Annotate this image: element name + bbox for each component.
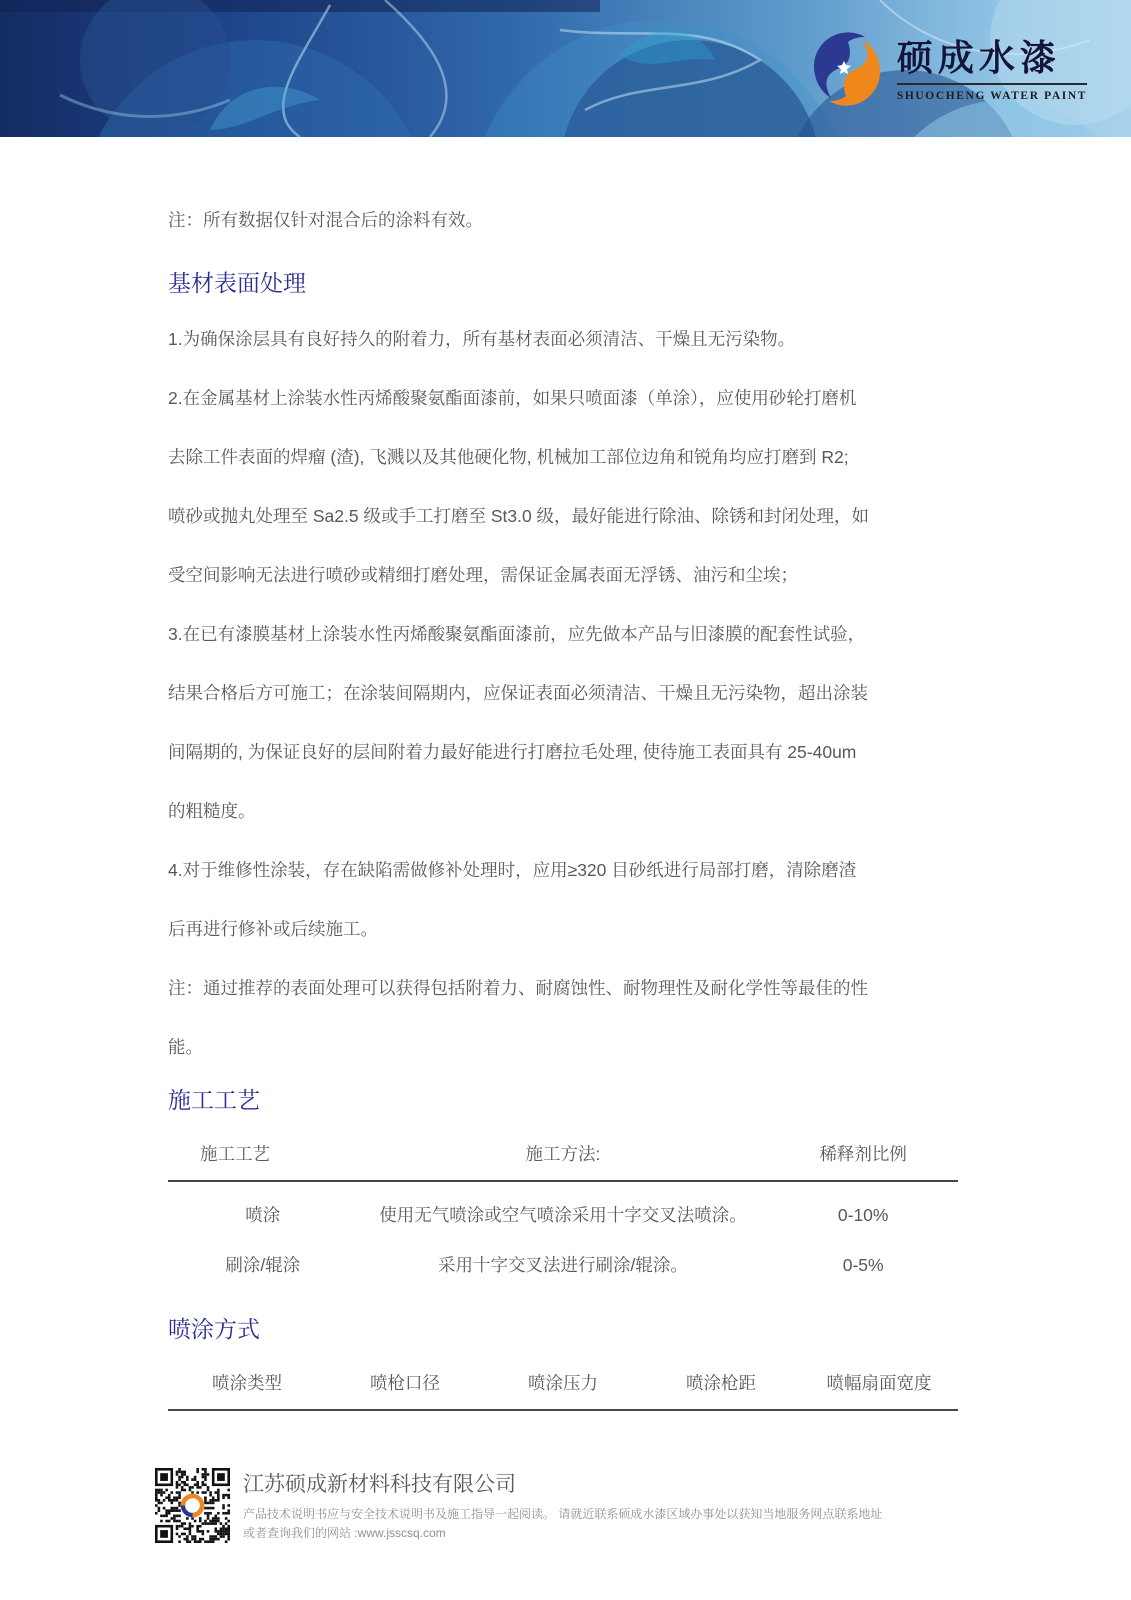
col-header: 稀释剂比例 <box>819 1144 907 1164</box>
body-line: 注：通过推荐的表面处理可以获得包括附着力、耐腐蚀性、耐物理性及耐化学性等最佳的性 <box>168 978 868 998</box>
section-title-surface-prep: 基材表面处理 <box>168 270 306 296</box>
col-header: 喷幅扇面宽度 <box>826 1373 932 1393</box>
body-line: 2.在金属基材上涂装水性丙烯酸聚氨酯面漆前，如果只喷面漆（单涂），应使用砂轮打磨机 <box>168 388 857 408</box>
brand-name-en: SHUOCHENG WATER PAINT <box>896 90 1087 102</box>
brand-name-cn: 硕成水漆 <box>897 36 1087 85</box>
body-line: 3.在已有漆膜基材上涂装水性丙烯酸聚氨酯面漆前，应先做本产品与旧漆膜的配套性试验， <box>168 624 866 644</box>
body-line: 后再进行修补或后续施工。 <box>168 919 378 939</box>
table-cell: 0-10% <box>837 1204 889 1225</box>
table-cell: 使用无气喷涂或空气喷涂采用十字交叉法喷涂。 <box>379 1204 747 1225</box>
body-line: 间隔期的, 为保证良好的层间附着力最好能进行打磨拉毛处理, 使待施工表面具有 25-40um <box>168 742 857 762</box>
section-title-process: 施工工艺 <box>168 1087 260 1113</box>
company-name: 江苏硕成新材料科技有限公司 <box>243 1473 516 1496</box>
body-line: 1.为确保涂层具有良好持久的附着力，所有基材表面必须清洁、干燥且无污染物。 <box>168 329 796 349</box>
body-line: 结果合格后方可施工；在涂装间隔期内，应保证表面必须清洁、干燥且无污染物，超出涂装 <box>168 683 868 703</box>
spray-table <box>168 1372 958 1411</box>
col-header: 喷涂类型 <box>212 1373 282 1393</box>
page-footer <box>155 1468 882 1543</box>
footer-note-line1: 产品技术说明书应与安全技术说明书及施工指导一起阅读。 请就近联系硕成水漆区域办事处以获知当地服务网点联系地址 <box>243 1507 883 1521</box>
col-header: 喷涂枪距 <box>686 1373 756 1393</box>
table-cell: 喷涂 <box>245 1204 281 1225</box>
table-row <box>168 1240 958 1290</box>
header-banner <box>0 0 1131 137</box>
body-line: 喷砂或抛丸处理至 Sa2.5 级或手工打磨至 St3.0 级，最好能进行除油、除锈和封闭处理，如 <box>168 506 870 526</box>
qr-code <box>155 1468 230 1543</box>
spray-table-header <box>168 1372 958 1411</box>
body-line: 受空间影响无法进行喷砂或精细打磨处理，需保证金属表面无浮锈、油污和尘埃； <box>168 565 798 585</box>
table-cell: 0-5% <box>842 1254 884 1275</box>
surface-prep-paragraphs <box>168 328 958 1059</box>
body-line: 4.对于维修性涂装，存在缺陷需做修补处理时，应用≥320 目砂纸进行局部打磨，清除磨渣 <box>168 860 857 880</box>
body-line: 去除工件表面的焊瘤 (渣), 飞溅以及其他硬化物, 机械加工部位边角和锐角均应打磨到 R2; <box>168 447 849 467</box>
brand-logo <box>807 28 1087 110</box>
process-table <box>168 1143 958 1290</box>
brand-logo-icon <box>807 28 887 110</box>
table-cell: 刷涂/辊涂 <box>225 1254 301 1275</box>
col-header: 喷涂压力 <box>528 1373 598 1393</box>
table-row <box>168 1190 958 1240</box>
note-mixed-paint: 注：所有数据仅针对混合后的涂料有效。 <box>168 210 483 230</box>
section-title-spray: 喷涂方式 <box>168 1316 260 1342</box>
col-header: 施工方法: <box>525 1144 601 1164</box>
footer-note-line2: 或者查询我们的网站 :www.jsscsq.com <box>243 1526 446 1540</box>
body-line: 能。 <box>168 1037 203 1057</box>
page-content <box>168 137 958 1411</box>
col-header: 施工工艺 <box>200 1144 270 1164</box>
col-header: 喷枪口径 <box>370 1373 440 1393</box>
process-table-header <box>168 1143 958 1182</box>
table-cell: 采用十字交叉法进行刷涂/辊涂。 <box>438 1254 688 1275</box>
body-line: 的粗糙度。 <box>168 801 256 821</box>
